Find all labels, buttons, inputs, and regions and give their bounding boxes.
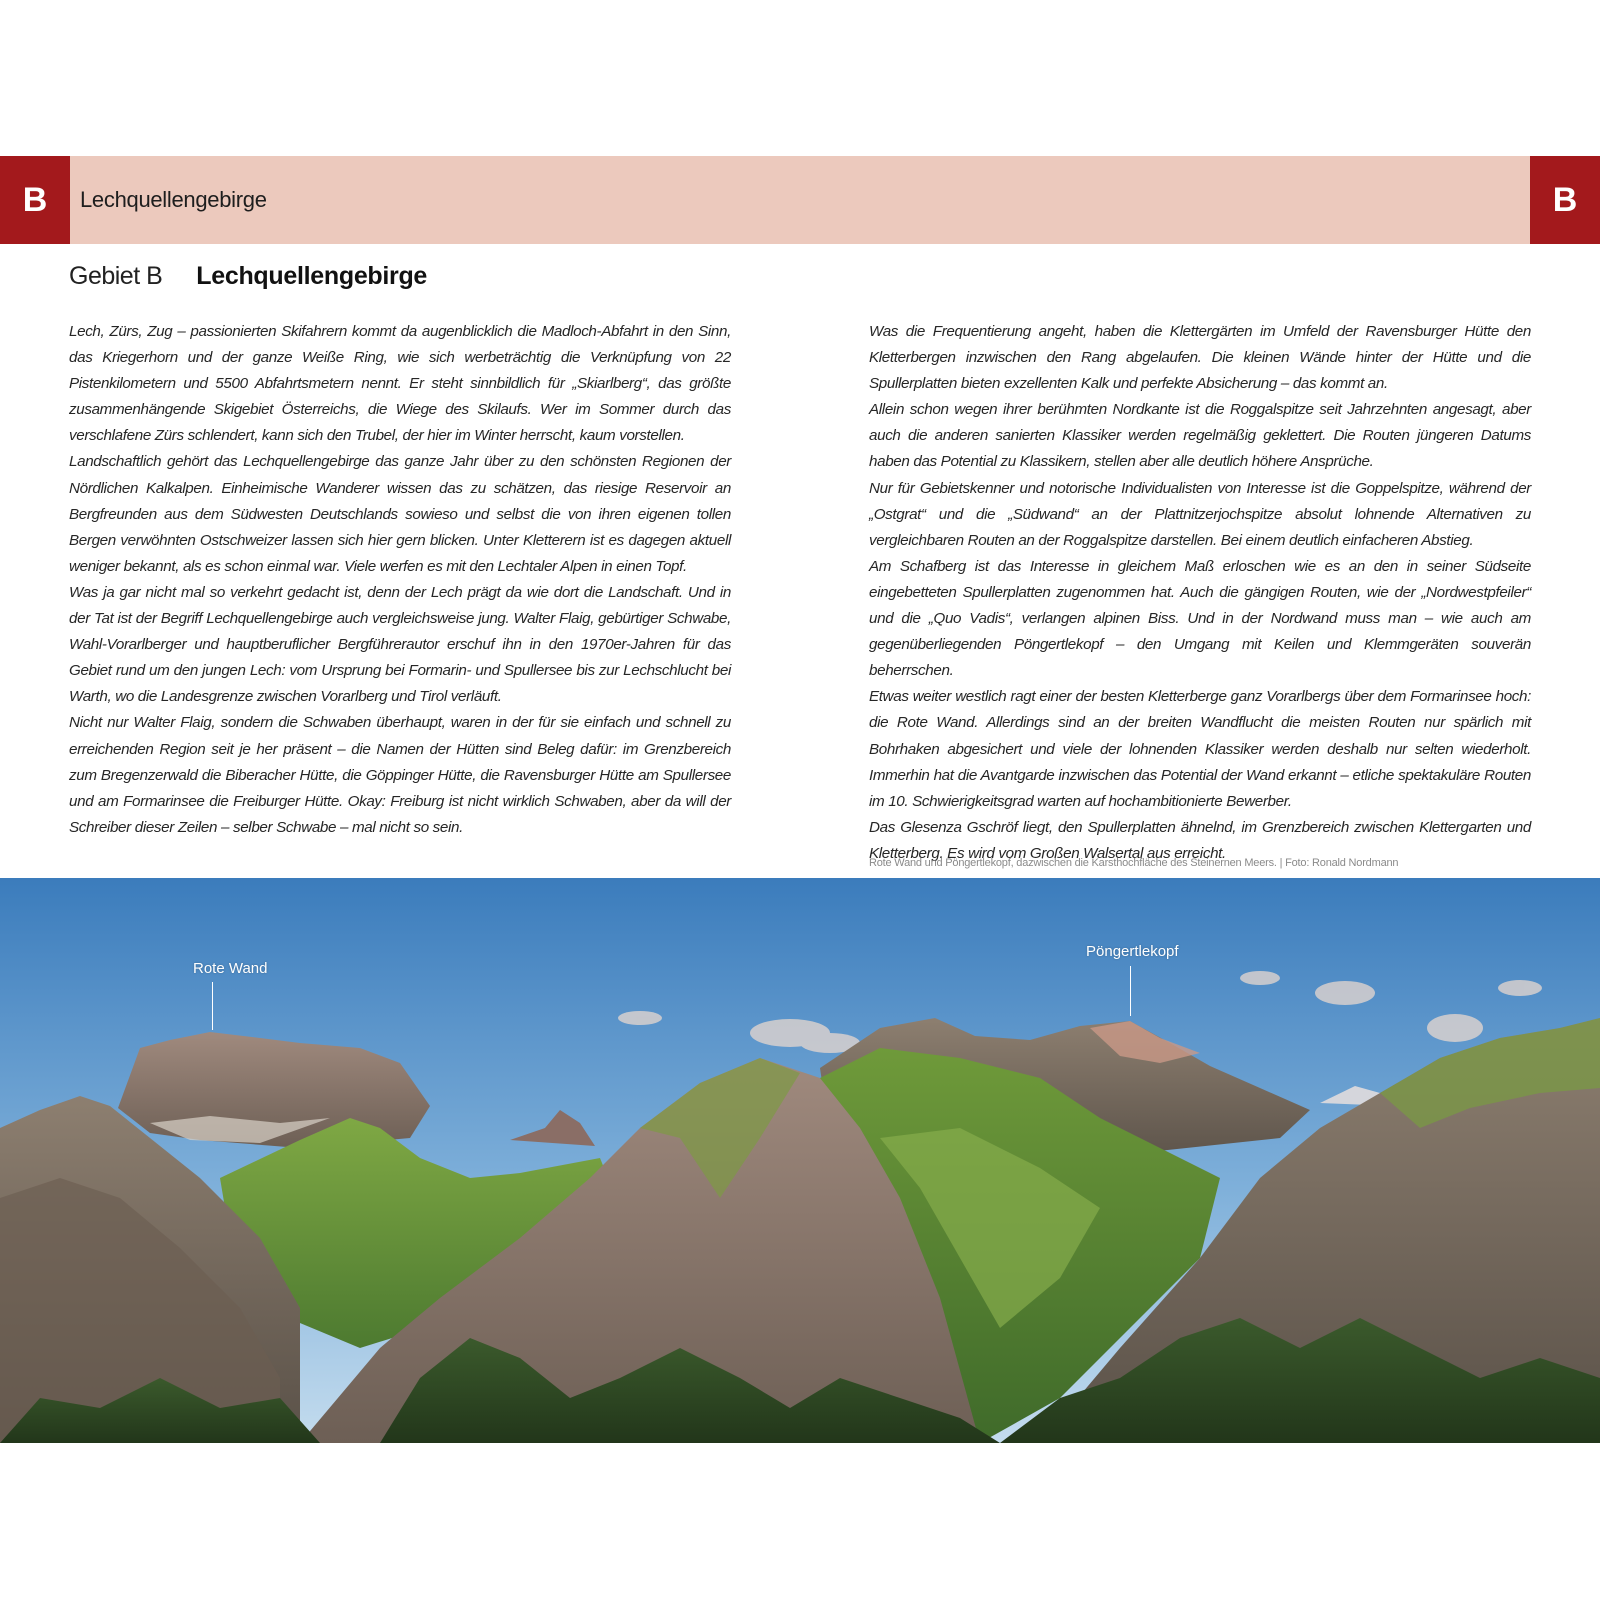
chapter-header-title: Lechquellengebirge [80, 187, 267, 212]
peak-label-rote-wand: Rote Wand [193, 960, 268, 977]
peak-pointer-line [1130, 966, 1131, 1016]
paragraph: Was die Frequentierung angeht, haben die Klettergärten im Umfeld der Ravensburger Hütte den Kletterbergen inzwischen den Rang abgelaufen. Die kleinen Wände hinter der Hütte und die Spullerplatten bieten exzellenten Kalk und perfekte Absicherung – das kommt an. [869, 323, 1531, 393]
peak-pointer-line [212, 982, 213, 1030]
section-heading [69, 262, 427, 291]
paragraph: Am Schafberg ist das Interesse in gleichem Maß erloschen wie es an den in seiner Südseite eingebetteten Spullerplatten zugenommen hat. Auch die gängigen Routen, wie der „Nordwestpfeiler“ und die „Quo Vadis“, verlangen alpinen Biss. Und in der Nordwand muss man – wie auch am gegenüberliegenden Pöngertlekopf – den Umgang mit Keilen und Klemmgeräten souverän beherrschen. [869, 557, 1531, 680]
right-text-column [869, 319, 1531, 867]
paragraph: Allein schon wegen ihrer berühmten Nordkante ist die Roggalspitze seit Jahrzehnten angesagt, aber auch die anderen sanierten Klassiker werden regelmäßig geklettert. Die Routen jüngeren Datums haben das Potential zu Klassikern, stellen aber alle deutlich höhere Ansprüche. [869, 401, 1531, 471]
left-text-column [69, 319, 731, 841]
peak-label-poengertlekopf: Pöngertlekopf [1086, 943, 1179, 960]
chapter-tab-left: B [0, 156, 70, 244]
paragraph: Etwas weiter westlich ragt einer der besten Kletterberge ganz Vorarlbergs über dem Formarinsee hoch: die Rote Wand. Allerdings sind an der breiten Wandflucht die meisten Routen nur spärlich mit Bohrhaken abgesichert und viele der lohnenden Klassiker werden deshalb nur selten wiederholt. Immerhin hat die Avantgarde inzwischen das Potential der Wand erkannt – etliche spektakuläre Routen im 10. Schwierigkeitsgrad warten auf hochambitionierte Bewerber. [869, 688, 1531, 810]
mountain-panorama-photo [0, 878, 1600, 1443]
paragraph: Landschaftlich gehört das Lechquellengebirge das ganze Jahr über zu den schönsten Regionen der Nördlichen Kalkalpen. Einheimische Wanderer wissen das zu schätzen, das riesige Reservoir an Bergfreunden aus dem Südwesten Deutschlands sowieso und selbst die von ihren eigenen tollen Bergen verwöhnten Ostschweizer lassen sich hier gern blicken. Unter Kletterern ist es dagegen aktuell weniger bekannt, als es schon einmal war. Viele werfen es mit den Lechtaler Alpen in einen Topf. [69, 453, 731, 575]
paragraph: Nicht nur Walter Flaig, sondern die Schwaben überhaupt, waren in der für sie einfach und schnell zu erreichenden Region seit je her präsent – die Namen der Hütten sind Beleg dafür: im Grenzbereich zum Bregenzerwald die Biberacher Hütte, die Göppinger Hütte, die Ravensburger Hütte am Spullersee und am Formarinsee die Freiburger Hütte. Okay: Freiburg ist nicht wirklich Schwaben, aber da will der Schreiber dieser Zeilen – selber Schwabe – mal nicht so sein. [69, 714, 731, 836]
paragraph: Das Glesenza Gschröf liegt, den Spullerplatten ähnelnd, im Grenzbereich zwischen Klettergarten und Kletterberg. Es wird vom Großen Walsertal aus erreicht. [869, 818, 1531, 862]
chapter-tab-right: B [1530, 156, 1600, 244]
photo-caption: Rote Wand und Pöngertlekopf, dazwischen die Karsthochfläche des Steinernen Meers. | Foto: Ronald Nordmann [869, 857, 1399, 869]
paragraph: Lech, Zürs, Zug – passionierten Skifahrern kommt da augenblicklich die Madloch-Abfahrt in den Sinn, das Kriegerhorn und der ganze Weiße Ring, wie sich werbeträchtig die Verknüpfung von 22 Pistenkilometern und 5500 Abfahrtsmetern nennt. Er steht sinnbildlich für „Skiarlberg“, das größte zusammenhängende Skigebiet Österreichs, die Wiege des Skilaufs. Wer im Sommer durch das verschlafene Zürs schlendert, kann sich den Trubel, der hier im Winter herrscht, kaum vorstellen. [69, 323, 731, 445]
section-heading-prefix: Gebiet B [69, 262, 163, 290]
paragraph: Nur für Gebietskenner und notorische Individualisten von Interesse ist die Goppelspitze, während der „Ostgrat“ und die „Südwand“ an der Plattnitzerjochspitze absolut lohnende Alternativen zu vergleichbaren Routen an der Roggalspitze darstellen. Bei einem deutlich einfacheren Abstieg. [869, 479, 1531, 549]
paragraph: Was ja gar nicht mal so verkehrt gedacht ist, denn der Lech prägt da wie dort die Landschaft. Und in der Tat ist der Begriff Lechquellengebirge auch vergleichsweise jung. Walter Flaig, gebürtiger Schwabe, Wahl-Vorarlberger und hauptberuflicher Bergführerautor erschuf ihn in den 1970er-Jahren für das Gebiet rund um den jungen Lech: vom Ursprung bei Formarin- und Spullersee bis zur Lechschlucht bei Warth, wo die Landesgrenze zwischen Vorarlberg und Tirol verläuft. [69, 583, 731, 706]
section-heading-title: Lechquellengebirge [196, 262, 428, 290]
